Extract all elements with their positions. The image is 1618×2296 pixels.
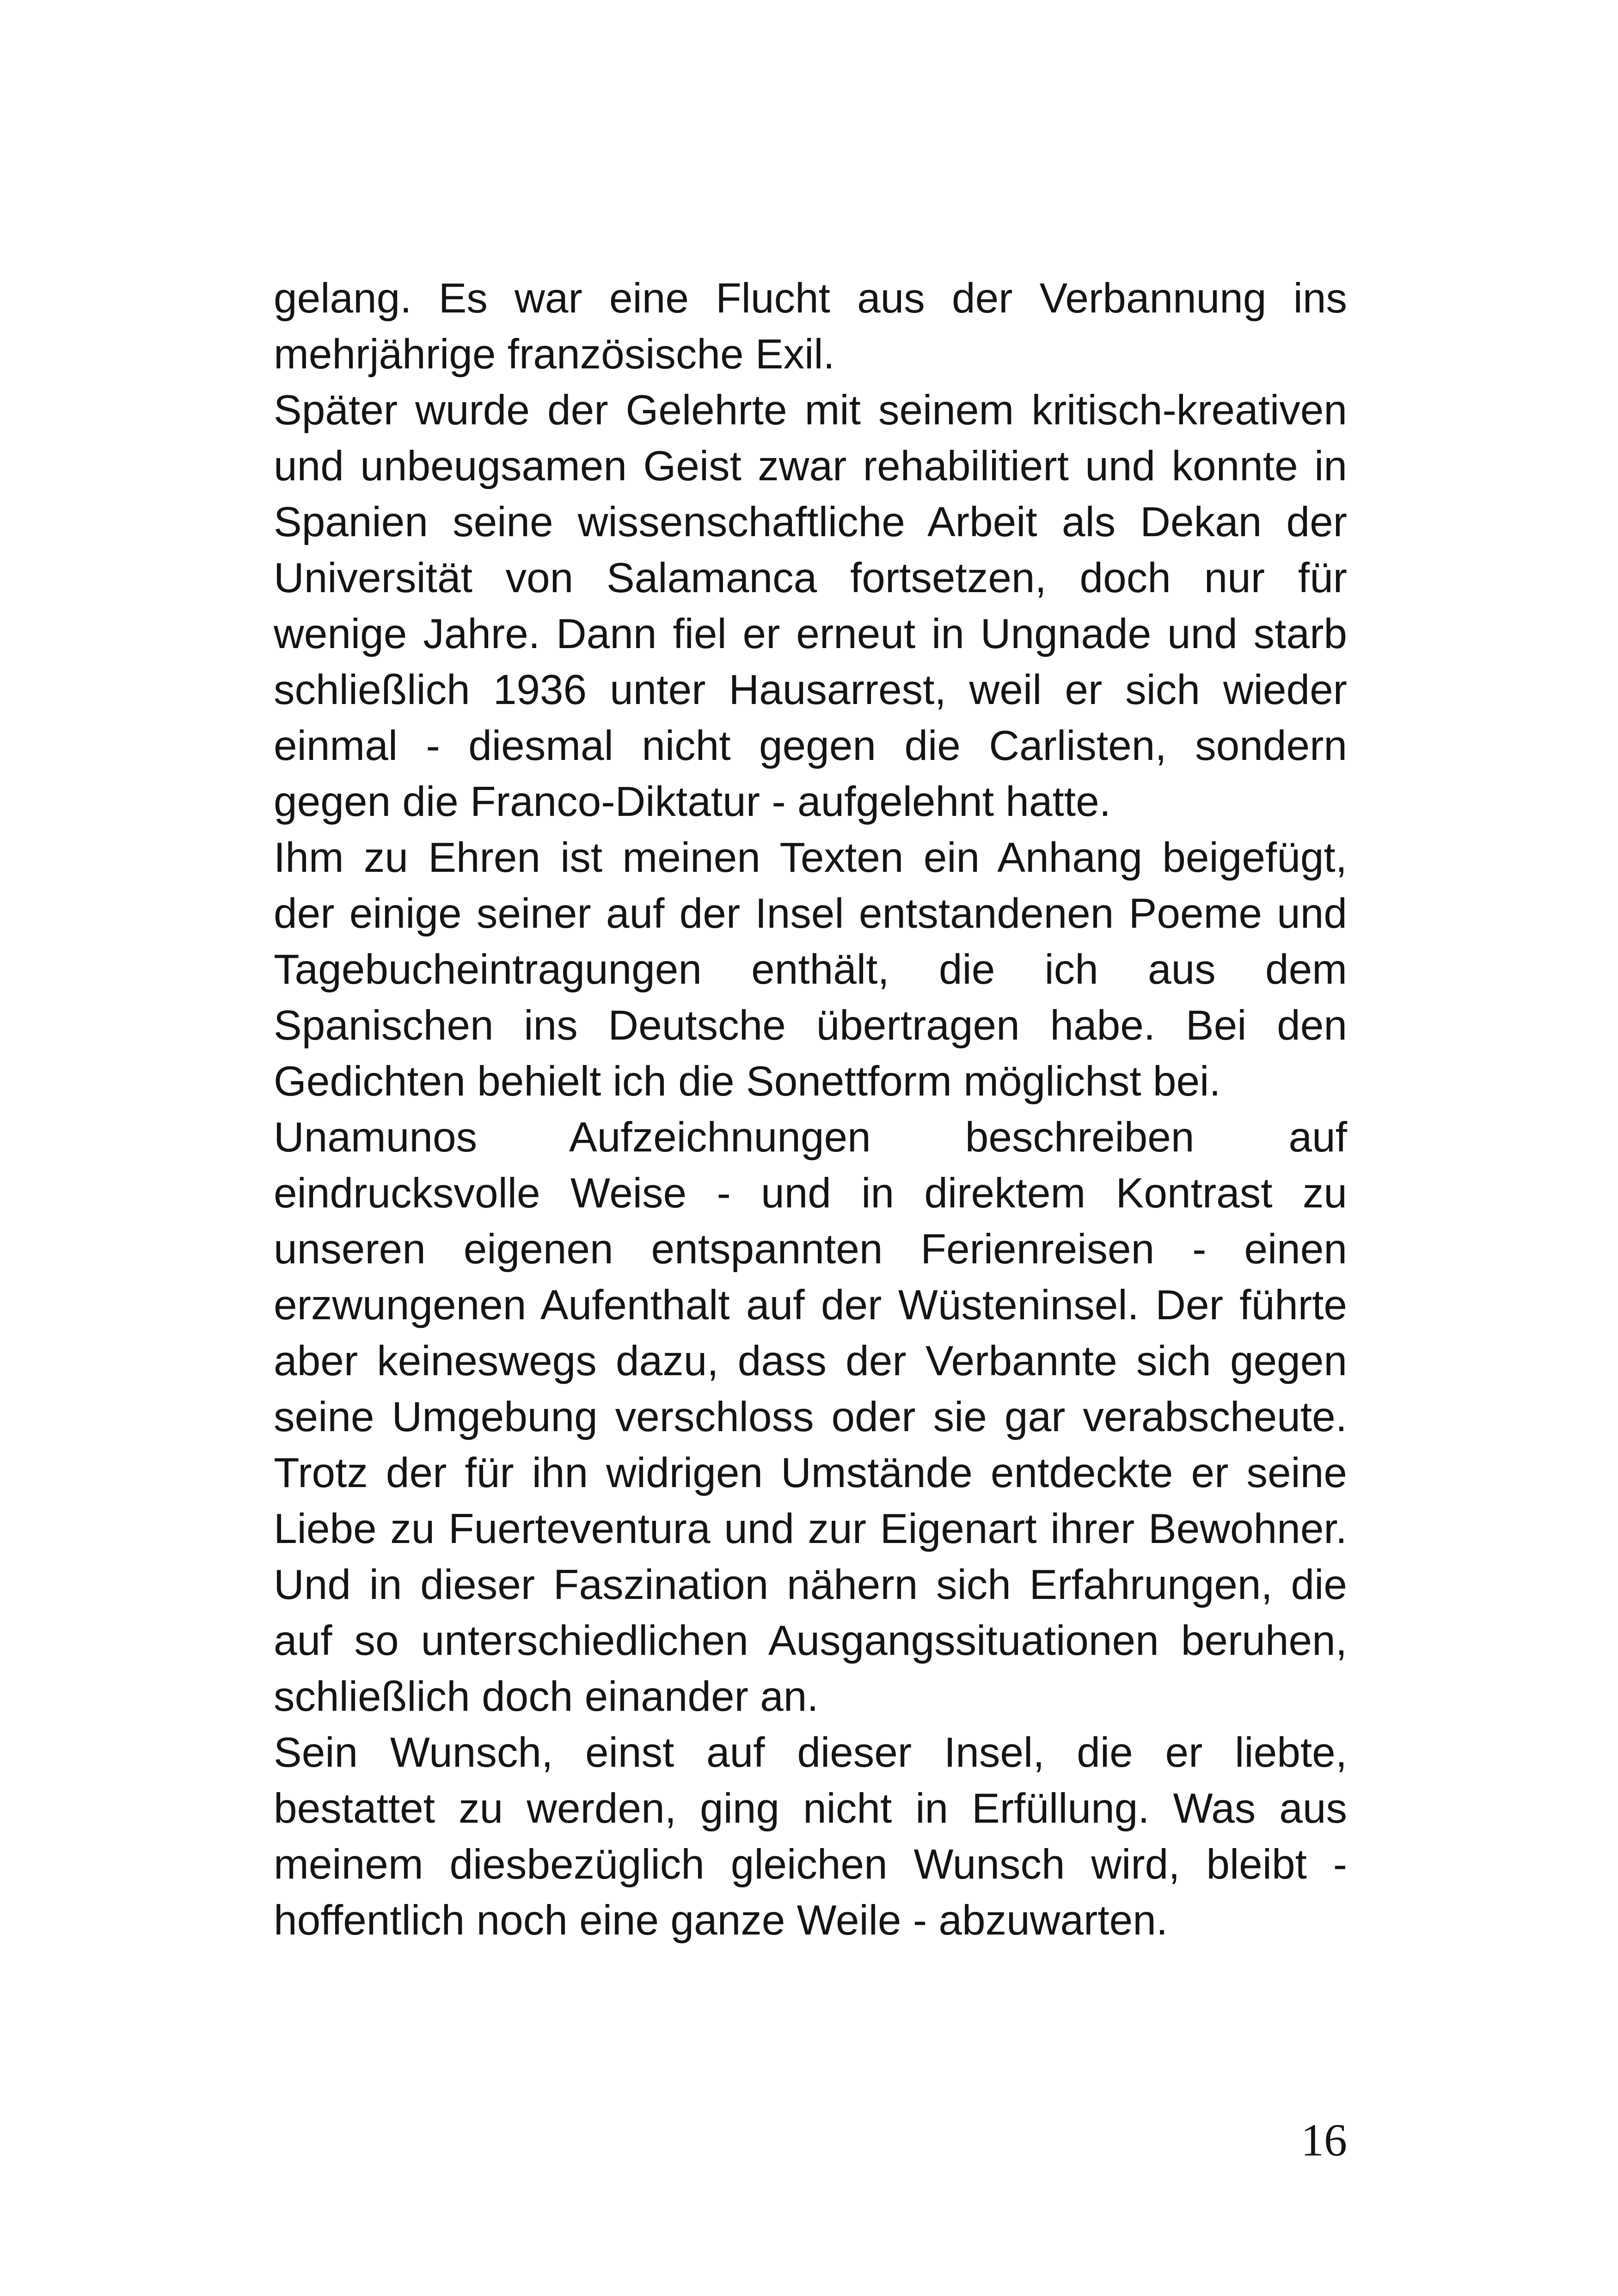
paragraph-flight-into-exile: gelang. Es war eine Flucht aus der Verbannung ins mehrjährige französische Exil.: [274, 275, 1347, 378]
page-number: 16: [1301, 2114, 1347, 2166]
body-text: [274, 270, 1347, 1948]
paragraph-unamuno-notes: Unamunos Aufzeichnungen beschreiben auf eindrucksvolle Weise - und in direktem Kontrast zu unseren eigenen entspannten Ferienreisen - einen erzwungenen Aufenthalt auf der Wüsteninsel. Der führte aber keineswegs dazu, dass der Verbannte sich gegen seine Umgebung verschloss oder sie gar verabscheute. Trotz der für ihn widrigen Umstände entdeckte er seine Liebe zu Fuerteventura und zur Eigenart ihrer Bewohner. Und in dieser Faszination nähern sich Erfahrungen, die auf so unterschiedlichen Ausgangssituationen beruhen, schließlich doch einander an.: [274, 1114, 1347, 1720]
paragraph-appendix: Ihm zu Ehren ist meinen Texten ein Anhang beigefügt, der einige seiner auf der Insel entstandenen Poeme und Tagebucheintragungen enthält, die ich aus dem Spanischen ins Deutsche übertragen habe. Bei den Gedichten behielt ich die Sonettform möglichst bei.: [274, 834, 1347, 1105]
paragraph-burial-wish: Sein Wunsch, einst auf dieser Insel, die er liebte, bestattet zu werden, ging nicht in Erfüllung. Was aus meinem diesbezüglich gleichen Wunsch wird, bleibt - hoffentlich noch eine ganze Weile - abzuwarten.: [274, 1729, 1347, 1944]
paragraph-rehabilitation: Später wurde der Gelehrte mit seinem kritisch-kreativen und unbeugsamen Geist zwar rehabilitiert und konnte in Spanien seine wissenschaftliche Arbeit als Dekan der Universität von Salamanca fortsetzen, doch nur für wenige Jahre. Dann fiel er erneut in Ungnade und starb schließlich 1936 unter Hausarrest, weil er sich wieder einmal - diesmal nicht gegen die Carlisten, sondern gegen die Franco-Diktatur - aufgelehnt hatte.: [274, 387, 1347, 825]
